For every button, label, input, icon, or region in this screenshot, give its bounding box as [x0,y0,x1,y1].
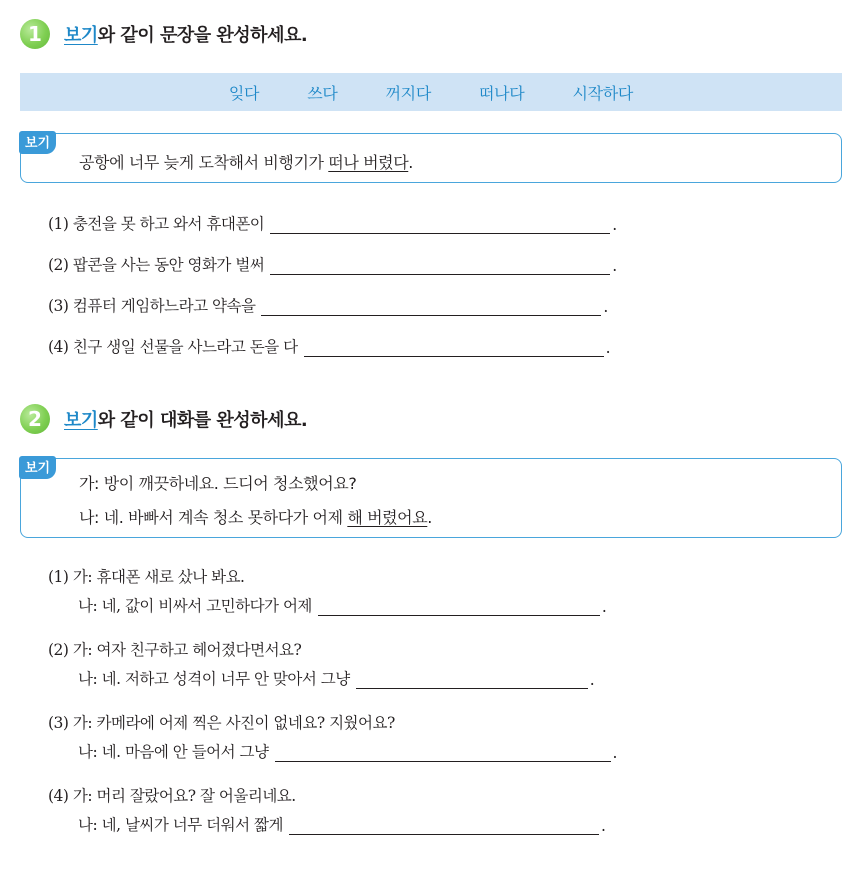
section1-example-tag: 보기 [19,131,56,154]
answer-blank[interactable] [289,818,599,835]
section2-header [20,404,307,434]
section2-example-line1: 가: 방이 깨끗하네요. 드디어 청소했어요? [79,474,357,493]
section2-number-badge: 2 [20,404,50,434]
section2-title-text: 와 같이 대화를 완성하세요. [97,410,308,431]
word-bank-item: 잊다 [228,83,260,103]
example-period: . [408,153,413,172]
dialogue-question: (3) 가: 카메라에 어제 찍은 사진이 없네요? 지웠어요? [48,714,395,732]
word-bank-item: 꺼지다 [385,83,431,103]
section1-title [64,21,307,47]
word-bank-item: 시작하다 [572,83,634,103]
example-text: 나: 네. 바빠서 계속 청소 못하다가 어제 [79,508,348,527]
section1-number-badge: 1 [20,19,50,49]
word-bank-item: 쓰다 [307,83,338,103]
answer-blank[interactable] [275,745,611,762]
example-answer: 해 버렸어요 [347,508,428,527]
section1-item [48,212,617,234]
item-prompt: (2) 팝콘을 사는 동안 영화가 벌써 [48,256,265,274]
item-period: . [589,671,595,689]
section2-title [64,406,307,432]
answer-blank[interactable] [270,258,610,275]
item-prompt: (3) 컴퓨터 게임하느라고 약속을 [48,297,256,315]
section1-example-sentence [79,150,413,173]
item-prompt: (4) 친구 생일 선물을 사느라고 돈을 다 [48,338,298,356]
item-prompt: (1) 충전을 못 하고 와서 휴대폰이 [48,215,265,233]
item-period: . [612,257,617,275]
section1-item [48,253,617,275]
answer-prompt: 나: 네, 값이 비싸서 고민하다가 어제 [78,597,312,615]
dialogue-answer [78,813,605,835]
section1-title-text: 와 같이 문장을 완성하세요. [97,25,308,46]
answer-blank[interactable] [304,340,604,357]
dialogue-question: (2) 가: 여자 친구하고 헤어졌다면서요? [48,641,302,659]
item-period: . [612,216,617,234]
word-bank [20,73,842,111]
answer-prompt: 나: 네. 마음에 안 들어서 그냥 [78,743,269,761]
example-period: . [427,508,432,527]
word-bank-item: 떠나다 [479,83,525,103]
dialogue-answer [78,740,617,762]
answer-blank[interactable] [356,672,588,689]
item-period: . [612,744,617,762]
section2-example-tag: 보기 [19,456,56,479]
section2-keyword: 보기 [64,410,98,431]
section2-example-box [20,458,842,538]
answer-prompt: 나: 네, 날씨가 너무 더워서 짧게 [78,816,283,834]
item-period: . [600,817,606,835]
section1-item [48,335,610,357]
answer-blank[interactable] [318,599,600,616]
section2-example-line2 [79,505,432,528]
section1-header [20,19,307,49]
dialogue-answer [78,667,594,689]
answer-prompt: 나: 네. 저하고 성격이 너무 안 맞아서 그냥 [78,670,350,688]
answer-blank[interactable] [261,299,601,316]
example-answer: 떠나 버렸다 [328,153,409,172]
item-period: . [601,598,607,616]
dialogue-answer [78,594,606,616]
section1-example-box [20,133,842,183]
item-period: . [605,339,611,357]
example-text: 공항에 너무 늦게 도착해서 비행기가 [79,153,329,172]
answer-blank[interactable] [270,217,610,234]
dialogue-question: (4) 가: 머리 잘랐어요? 잘 어울리네요. [48,787,296,805]
dialogue-question: (1) 가: 휴대폰 새로 샀나 봐요. [48,568,245,586]
item-period: . [603,298,608,316]
section1-keyword: 보기 [64,25,98,46]
section1-item [48,294,608,316]
